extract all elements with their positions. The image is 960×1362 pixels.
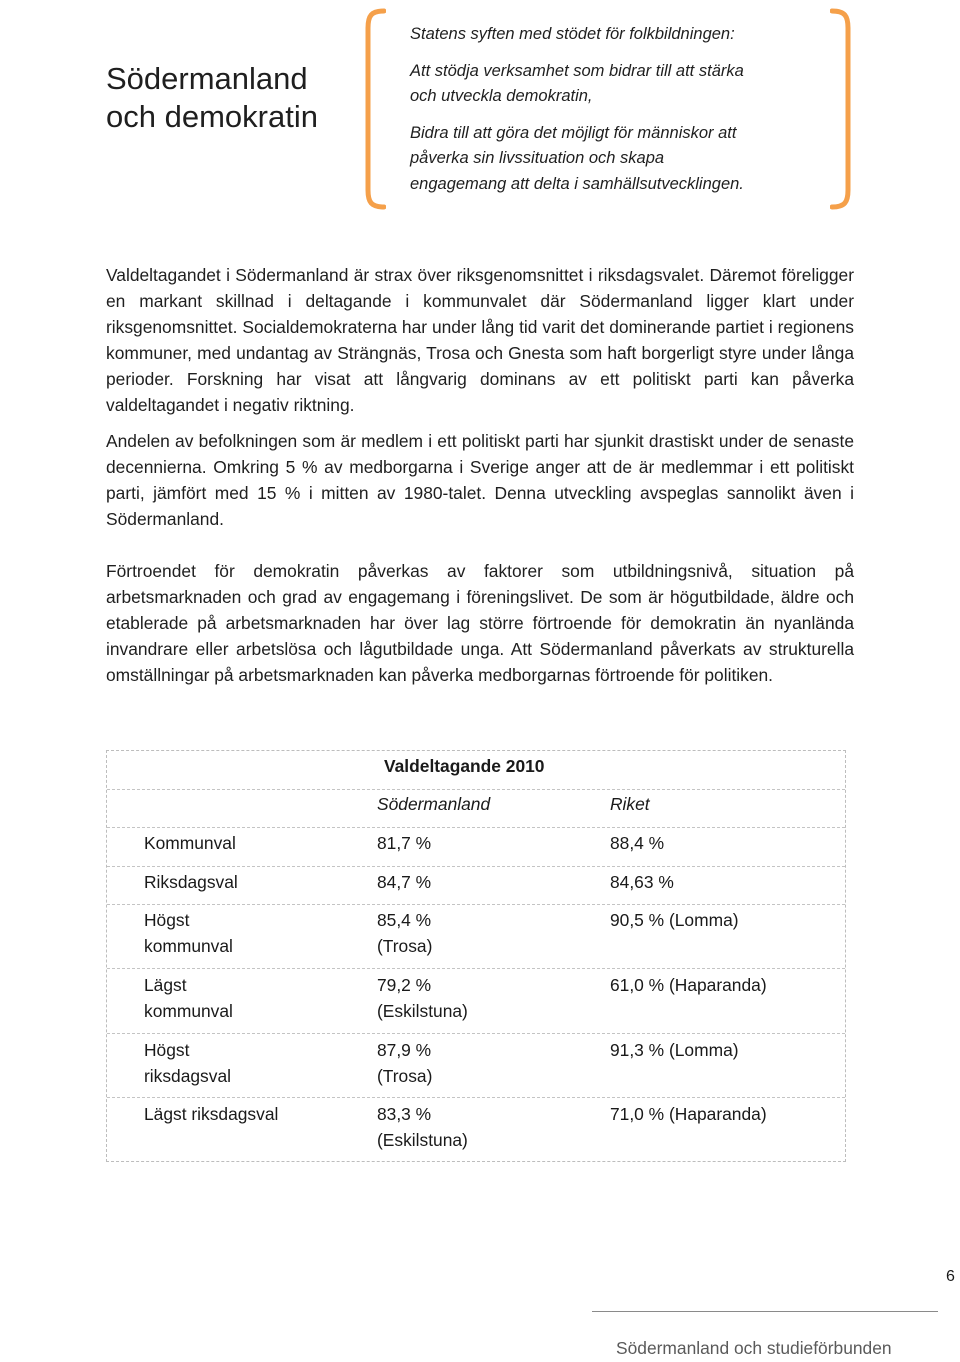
column-header-sodermanland: Södermanland [377, 794, 491, 814]
cell-sodermanland: 81,7 % [377, 833, 432, 853]
cell-sodermanland: 84,7 % [377, 872, 432, 892]
quote-item-1-line-2: och utveckla demokratin, [410, 87, 593, 105]
quote-item-2-line-1: Bidra till att göra det möjligt för människor att [410, 123, 737, 142]
table-caption: Valdeltagande 2010 [384, 756, 545, 776]
cell-municipality: (Eskilstuna) [377, 1130, 468, 1150]
row-label-line-2: kommunval [144, 1001, 233, 1021]
cell-sodermanland [377, 972, 468, 1024]
row-label [144, 1037, 231, 1089]
paragraph-party-membership: Andelen av befolkningen som är medlem i ett politiskt parti har sjunkit drastiskt under de senaste decennierna. Omkring 5 % av medborgarna i Sverige anger att de är medlemmar i ett politiskt parti, jämfört med 15 % i mitten av 1980-talet. Denna utveckling avspeglas sannolikt även i Södermanland. [106, 431, 854, 529]
row-label-line-1: Högst [144, 910, 190, 930]
page-number: 6 [946, 1268, 955, 1285]
table-divider [107, 904, 845, 905]
cell-riket: 71,0 % (Haparanda) [610, 1104, 767, 1124]
table-divider [107, 968, 845, 969]
turnout-table [106, 750, 846, 1162]
right-bracket-decoration [830, 8, 852, 210]
body-text [106, 262, 854, 700]
cell-municipality: (Trosa) [377, 1066, 433, 1086]
cell-value: 85,4 % [377, 910, 432, 930]
row-label-line-1: Lägst [144, 975, 187, 995]
quote-item-1 [410, 59, 810, 110]
table-divider [107, 1033, 845, 1034]
quote-heading: Statens syften med stödet för folkbildningen: [410, 25, 735, 43]
row-label [144, 972, 233, 1024]
cell-sodermanland [377, 907, 432, 959]
footer-rule [592, 1311, 938, 1312]
row-label: Kommunval [144, 833, 236, 853]
footer-text: Södermanland och studieförbunden [616, 1338, 892, 1358]
page-title [106, 60, 318, 136]
purpose-quote [410, 22, 810, 208]
cell-riket: 90,5 % (Lomma) [610, 910, 739, 930]
cell-municipality: (Trosa) [377, 936, 433, 956]
paragraph-trust-in-democracy: Förtroendet för demokratin påverkas av faktorer som utbildningsnivå, situation på arbetsmarknaden och grad av engagemang i föreningslivet. De som är högutbildade, äldre och etablerade på arbetsmarknaden har över lag större förtroende för demokratin än nyanlända invandrare eller arbetslösa och lågutbildade unga. Att Södermanland påverkats av strukturella omställningar på arbetsmarknaden kan påverka medborgarnas förtroende för politiken. [106, 561, 854, 685]
quote-item-2-line-3: engagemang att delta i samhällsutvecklingen. [410, 174, 744, 193]
cell-municipality: (Eskilstuna) [377, 1001, 468, 1021]
column-header-riket: Riket [610, 794, 650, 814]
row-label: Lägst riksdagsval [144, 1104, 279, 1124]
row-label: Riksdagsval [144, 872, 238, 892]
cell-riket: 61,0 % (Haparanda) [610, 975, 767, 995]
cell-sodermanland [377, 1101, 468, 1153]
table-divider [107, 866, 845, 867]
table-divider [107, 789, 845, 790]
cell-riket: 84,63 % [610, 872, 674, 892]
left-bracket-decoration [364, 8, 386, 210]
row-label-line-1: Högst [144, 1040, 190, 1060]
cell-value: 79,2 % [377, 975, 432, 995]
cell-value: 87,9 % [377, 1040, 432, 1060]
row-label-line-2: riksdagsval [144, 1066, 231, 1086]
quote-item-2 [410, 121, 810, 198]
page-title-line-1: Södermanland [106, 61, 308, 96]
quote-item-1-line-1: Att stödja verksamhet som bidrar till att stärka [410, 61, 744, 80]
cell-riket: 91,3 % (Lomma) [610, 1040, 739, 1060]
row-label-line-2: kommunval [144, 936, 233, 956]
cell-riket: 88,4 % [610, 833, 665, 853]
row-label [144, 907, 233, 959]
quote-item-2-line-2: påverka sin livssituation och skapa [410, 149, 665, 167]
cell-sodermanland [377, 1037, 432, 1089]
table-divider [107, 827, 845, 828]
page-title-line-2: och demokratin [106, 99, 318, 134]
paragraph-voter-turnout: Valdeltagandet i Södermanland är strax över riksgenomsnittet i riksdagsvalet. Däremot föreligger en markant skillnad i deltagande i kommunvalet där Södermanland ligger klart under riksgenomsnittet. Socialdemokraterna har under lång tid varit det dominerande partiet i regionens kommuner, med undantag av Strängnäs, Trosa och Gnesta som haft borgerligt styre under långa perioder. Forskning har visat att långvarig dominans av ett politiskt parti kan påverka valdeltagandet i negativ riktning. [106, 265, 854, 415]
cell-value: 83,3 % [377, 1104, 432, 1124]
table-divider [107, 1097, 845, 1098]
